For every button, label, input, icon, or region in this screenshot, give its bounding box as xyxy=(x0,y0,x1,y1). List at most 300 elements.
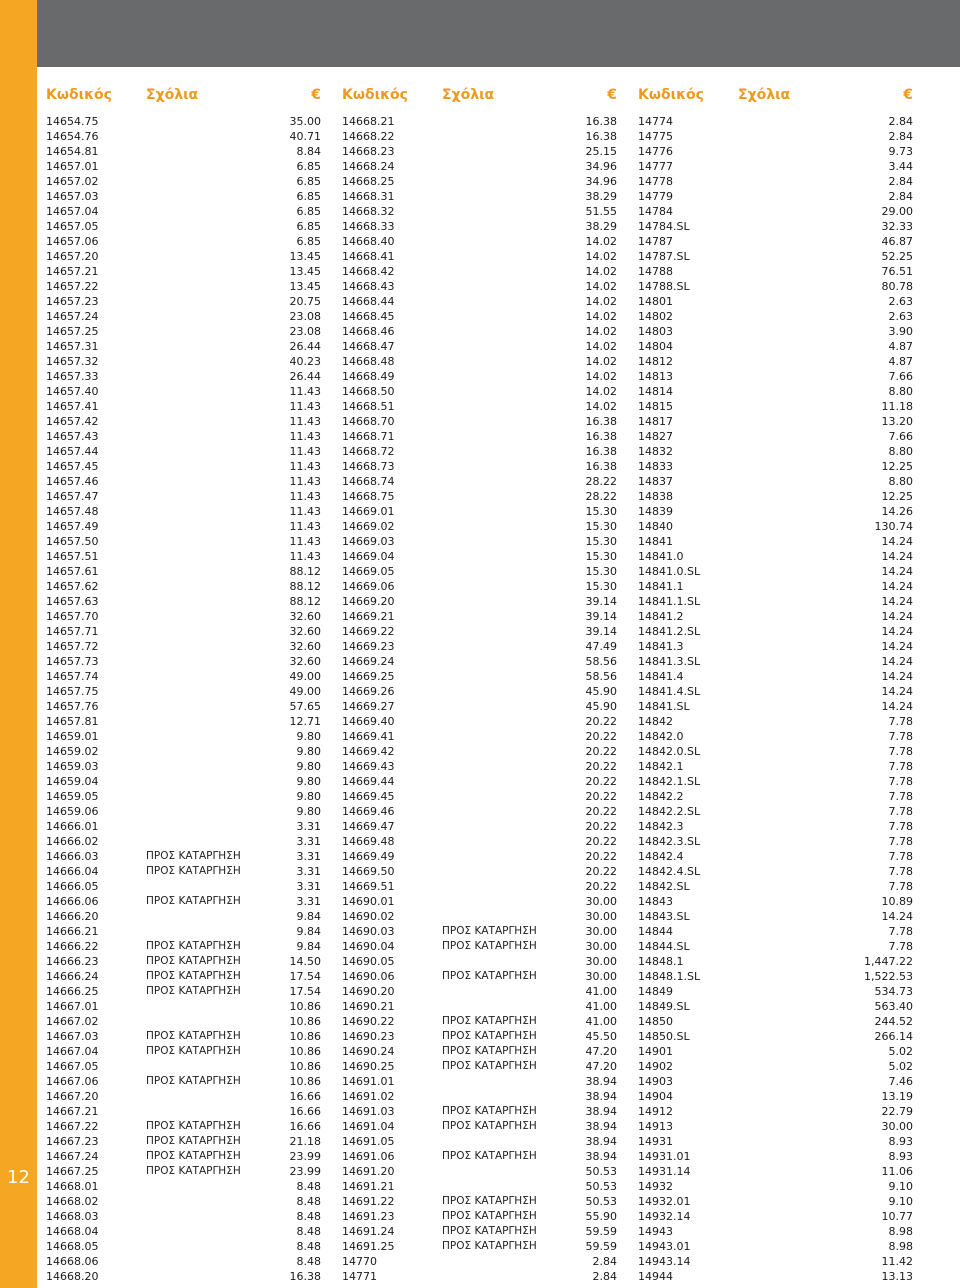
row-price: 6.85 xyxy=(296,160,321,173)
row-price: 30.00 xyxy=(585,895,617,908)
row-notes xyxy=(442,579,557,594)
row-notes xyxy=(146,564,261,579)
row-code: 14690.23 xyxy=(342,1030,395,1043)
row-code: 14657.47 xyxy=(46,490,99,503)
row-notes xyxy=(146,249,261,264)
table-row xyxy=(638,354,913,369)
row-price: 11.43 xyxy=(289,550,321,563)
row-code: 14690.21 xyxy=(342,1000,395,1013)
row-price: 32.33 xyxy=(881,220,913,233)
table-row xyxy=(342,474,617,489)
row-notes: ΠΡΟΣ ΚΑΤΑΡΓΗΣΗ xyxy=(146,1135,241,1147)
table-row xyxy=(638,1014,913,1029)
table-row xyxy=(46,714,321,729)
table-row xyxy=(638,624,913,639)
row-price: 3.90 xyxy=(888,325,913,338)
row-price: 38.94 xyxy=(585,1120,617,1133)
row-notes xyxy=(146,909,261,924)
row-notes xyxy=(738,384,853,399)
row-notes xyxy=(146,414,261,429)
row-code: 14913 xyxy=(638,1120,673,1133)
row-code: 14827 xyxy=(638,430,673,443)
row-code: 14657.73 xyxy=(46,655,99,668)
row-price: 14.02 xyxy=(585,295,617,308)
table-row xyxy=(342,669,617,684)
row-price: 38.94 xyxy=(585,1075,617,1088)
row-code: 14841.3 xyxy=(638,640,684,653)
row-code: 14904 xyxy=(638,1090,673,1103)
row-notes xyxy=(442,774,557,789)
row-notes: ΠΡΟΣ ΚΑΤΑΡΓΗΣΗ xyxy=(442,1045,537,1057)
table-row xyxy=(342,1254,617,1269)
table-row xyxy=(638,999,913,1014)
row-code: 14657.33 xyxy=(46,370,99,383)
table-row xyxy=(46,864,321,879)
row-price: 11.43 xyxy=(289,385,321,398)
row-price: 35.00 xyxy=(289,115,321,128)
table-row xyxy=(638,729,913,744)
price-rows xyxy=(638,114,913,1284)
table-row xyxy=(46,1194,321,1209)
row-price: 3.44 xyxy=(888,160,913,173)
table-row xyxy=(638,759,913,774)
row-notes xyxy=(442,384,557,399)
table-row xyxy=(46,1179,321,1194)
row-code: 14691.05 xyxy=(342,1135,395,1148)
row-price: 20.22 xyxy=(585,790,617,803)
row-code: 14668.48 xyxy=(342,355,395,368)
row-price: 7.78 xyxy=(888,850,913,863)
row-price: 14.02 xyxy=(585,370,617,383)
row-price: 14.24 xyxy=(881,685,913,698)
row-notes xyxy=(738,984,853,999)
row-notes xyxy=(738,909,853,924)
table-row xyxy=(638,414,913,429)
row-notes xyxy=(146,999,261,1014)
row-price: 40.23 xyxy=(289,355,321,368)
table-row xyxy=(638,894,913,909)
row-price: 563.40 xyxy=(874,1000,913,1013)
row-notes xyxy=(146,399,261,414)
table-row xyxy=(342,534,617,549)
row-price: 15.30 xyxy=(585,580,617,593)
row-notes xyxy=(738,279,853,294)
row-code: 14943.01 xyxy=(638,1240,691,1253)
row-code: 14657.32 xyxy=(46,355,99,368)
row-code: 14668.42 xyxy=(342,265,395,278)
row-notes xyxy=(442,234,557,249)
table-row xyxy=(638,234,913,249)
row-price: 8.98 xyxy=(888,1225,913,1238)
row-price: 38.29 xyxy=(585,190,617,203)
row-code: 14842.2 xyxy=(638,790,684,803)
table-row xyxy=(46,804,321,819)
table-row xyxy=(46,189,321,204)
row-price: 30.00 xyxy=(881,1120,913,1133)
row-notes: ΠΡΟΣ ΚΑΤΑΡΓΗΣΗ xyxy=(442,970,537,982)
table-row xyxy=(342,639,617,654)
row-notes: ΠΡΟΣ ΚΑΤΑΡΓΗΣΗ xyxy=(146,865,241,877)
table-row xyxy=(46,969,321,984)
row-price: 11.43 xyxy=(289,460,321,473)
row-notes xyxy=(146,279,261,294)
row-price: 40.71 xyxy=(289,130,321,143)
row-code: 14691.03 xyxy=(342,1105,395,1118)
row-price: 10.86 xyxy=(289,1045,321,1058)
row-price: 11.18 xyxy=(881,400,913,413)
table-row xyxy=(638,534,913,549)
row-notes xyxy=(738,864,853,879)
row-code: 14659.05 xyxy=(46,790,99,803)
row-notes xyxy=(442,144,557,159)
row-notes xyxy=(442,954,557,969)
row-price: 20.22 xyxy=(585,880,617,893)
row-code: 14931.14 xyxy=(638,1165,691,1178)
row-price: 14.24 xyxy=(881,625,913,638)
table-row xyxy=(46,1164,321,1179)
row-price: 20.22 xyxy=(585,835,617,848)
row-notes xyxy=(738,294,853,309)
table-row xyxy=(46,669,321,684)
table-row xyxy=(46,609,321,624)
row-price: 7.78 xyxy=(888,940,913,953)
row-notes xyxy=(738,699,853,714)
table-row xyxy=(46,954,321,969)
row-notes xyxy=(738,204,853,219)
table-row xyxy=(342,489,617,504)
table-row xyxy=(46,654,321,669)
table-row xyxy=(342,939,617,954)
row-price: 534.73 xyxy=(874,985,913,998)
row-code: 14657.71 xyxy=(46,625,99,638)
row-price: 8.48 xyxy=(296,1240,321,1253)
row-code: 14842.4.SL xyxy=(638,865,701,878)
row-notes xyxy=(442,549,557,564)
row-code: 14690.02 xyxy=(342,910,395,923)
table-row xyxy=(638,789,913,804)
row-notes xyxy=(146,804,261,819)
row-price: 9.10 xyxy=(888,1195,913,1208)
row-notes: ΠΡΟΣ ΚΑΤΑΡΓΗΣΗ xyxy=(442,1060,537,1072)
row-price: 16.66 xyxy=(289,1105,321,1118)
row-code: 14943.14 xyxy=(638,1255,691,1268)
row-code: 14657.03 xyxy=(46,190,99,203)
row-price: 21.18 xyxy=(289,1135,321,1148)
table-row xyxy=(638,1074,913,1089)
row-code: 14668.20 xyxy=(46,1270,99,1283)
row-code: 14659.02 xyxy=(46,745,99,758)
row-notes xyxy=(442,1089,557,1104)
row-notes: ΠΡΟΣ ΚΑΤΑΡΓΗΣΗ xyxy=(442,1225,537,1237)
row-price: 6.85 xyxy=(296,175,321,188)
table-row xyxy=(342,1209,617,1224)
row-price: 9.80 xyxy=(296,805,321,818)
row-code: 14668.73 xyxy=(342,460,395,473)
row-code: 14667.01 xyxy=(46,1000,99,1013)
row-code: 14669.21 xyxy=(342,610,395,623)
row-notes xyxy=(442,399,557,414)
row-code: 14669.02 xyxy=(342,520,395,533)
row-price: 8.48 xyxy=(296,1225,321,1238)
row-code: 14657.46 xyxy=(46,475,99,488)
row-price: 30.00 xyxy=(585,955,617,968)
row-notes xyxy=(146,519,261,534)
table-row xyxy=(46,294,321,309)
row-notes xyxy=(146,474,261,489)
table-row xyxy=(342,924,617,939)
row-notes xyxy=(738,939,853,954)
row-price: 5.02 xyxy=(888,1060,913,1073)
row-code: 14912 xyxy=(638,1105,673,1118)
table-row xyxy=(638,714,913,729)
row-price: 8.93 xyxy=(888,1135,913,1148)
row-notes xyxy=(738,609,853,624)
table-row xyxy=(46,1089,321,1104)
row-notes: ΠΡΟΣ ΚΑΤΑΡΓΗΣΗ xyxy=(442,940,537,952)
row-notes xyxy=(146,1059,261,1074)
table-row xyxy=(342,744,617,759)
row-price: 88.12 xyxy=(289,580,321,593)
row-code: 14841 xyxy=(638,535,673,548)
row-price: 9.84 xyxy=(296,925,321,938)
row-notes xyxy=(146,549,261,564)
row-price: 15.30 xyxy=(585,565,617,578)
row-notes xyxy=(146,879,261,894)
row-price: 130.74 xyxy=(874,520,913,533)
row-price: 76.51 xyxy=(881,265,913,278)
row-notes xyxy=(146,774,261,789)
table-row xyxy=(638,1254,913,1269)
table-row xyxy=(342,549,617,564)
row-price: 8.48 xyxy=(296,1195,321,1208)
row-price: 15.30 xyxy=(585,520,617,533)
row-code: 14668.25 xyxy=(342,175,395,188)
row-price: 9.84 xyxy=(296,910,321,923)
row-price: 266.14 xyxy=(874,1030,913,1043)
row-notes xyxy=(146,189,261,204)
row-code: 14668.51 xyxy=(342,400,395,413)
row-notes xyxy=(146,309,261,324)
row-price: 22.79 xyxy=(881,1105,913,1118)
row-code: 14849 xyxy=(638,985,673,998)
row-code: 14770 xyxy=(342,1255,377,1268)
table-row xyxy=(638,144,913,159)
row-code: 14690.22 xyxy=(342,1015,395,1028)
row-code: 14667.20 xyxy=(46,1090,99,1103)
row-price: 11.43 xyxy=(289,505,321,518)
row-notes xyxy=(442,999,557,1014)
row-price: 17.54 xyxy=(289,970,321,983)
row-code: 14657.21 xyxy=(46,265,99,278)
row-code: 14691.20 xyxy=(342,1165,395,1178)
row-notes xyxy=(738,729,853,744)
row-price: 12.71 xyxy=(289,715,321,728)
row-notes xyxy=(738,714,853,729)
row-notes xyxy=(146,264,261,279)
row-notes xyxy=(146,579,261,594)
table-row xyxy=(638,864,913,879)
row-notes xyxy=(146,489,261,504)
row-code: 14842.1.SL xyxy=(638,775,701,788)
row-notes xyxy=(738,1179,853,1194)
row-notes: ΠΡΟΣ ΚΑΤΑΡΓΗΣΗ xyxy=(146,850,241,862)
row-notes xyxy=(442,804,557,819)
row-code: 14842.4 xyxy=(638,850,684,863)
row-price: 14.02 xyxy=(585,340,617,353)
row-price: 20.75 xyxy=(289,295,321,308)
row-price: 11.43 xyxy=(289,490,321,503)
row-price: 14.02 xyxy=(585,310,617,323)
table-row xyxy=(46,114,321,129)
row-code: 14837 xyxy=(638,475,673,488)
row-notes xyxy=(146,669,261,684)
row-notes: ΠΡΟΣ ΚΑΤΑΡΓΗΣΗ xyxy=(442,1030,537,1042)
row-price: 38.94 xyxy=(585,1150,617,1163)
row-code: 14667.21 xyxy=(46,1105,99,1118)
row-price: 2.84 xyxy=(888,190,913,203)
row-price: 32.60 xyxy=(289,625,321,638)
row-code: 14669.41 xyxy=(342,730,395,743)
table-row xyxy=(46,264,321,279)
table-row xyxy=(342,564,617,579)
row-code: 14788.SL xyxy=(638,280,690,293)
row-price: 9.73 xyxy=(888,145,913,158)
table-row xyxy=(46,144,321,159)
row-notes xyxy=(442,1074,557,1089)
row-notes xyxy=(146,174,261,189)
row-notes xyxy=(442,819,557,834)
row-notes xyxy=(738,549,853,564)
row-notes xyxy=(738,999,853,1014)
row-price: 10.86 xyxy=(289,1000,321,1013)
row-notes xyxy=(738,894,853,909)
header-price: € xyxy=(311,87,321,103)
row-price: 45.90 xyxy=(585,700,617,713)
table-row xyxy=(342,1014,617,1029)
row-code: 14801 xyxy=(638,295,673,308)
row-price: 14.24 xyxy=(881,700,913,713)
row-price: 2.84 xyxy=(888,175,913,188)
row-notes xyxy=(146,699,261,714)
table-row xyxy=(46,444,321,459)
row-code: 14669.44 xyxy=(342,775,395,788)
row-notes xyxy=(738,504,853,519)
row-price: 25.15 xyxy=(585,145,617,158)
row-notes xyxy=(442,414,557,429)
row-code: 14668.50 xyxy=(342,385,395,398)
row-price: 14.24 xyxy=(881,655,913,668)
row-price: 39.14 xyxy=(585,610,617,623)
row-price: 16.66 xyxy=(289,1090,321,1103)
table-row xyxy=(638,219,913,234)
table-row xyxy=(342,309,617,324)
row-price: 57.65 xyxy=(289,700,321,713)
row-notes: ΠΡΟΣ ΚΑΤΑΡΓΗΣΗ xyxy=(146,1030,241,1042)
row-price: 7.66 xyxy=(888,370,913,383)
row-price: 58.56 xyxy=(585,655,617,668)
row-price: 9.10 xyxy=(888,1180,913,1193)
row-code: 14659.06 xyxy=(46,805,99,818)
row-notes xyxy=(442,519,557,534)
row-code: 14657.04 xyxy=(46,205,99,218)
row-code: 14775 xyxy=(638,130,673,143)
table-row xyxy=(638,189,913,204)
row-code: 14666.20 xyxy=(46,910,99,923)
table-row xyxy=(46,1044,321,1059)
row-notes xyxy=(738,969,853,984)
row-price: 32.60 xyxy=(289,655,321,668)
row-code: 14944 xyxy=(638,1270,673,1283)
row-code: 14842.3.SL xyxy=(638,835,701,848)
row-code: 14668.45 xyxy=(342,310,395,323)
header-notes: Σχόλια xyxy=(146,87,199,103)
row-code: 14931 xyxy=(638,1135,673,1148)
row-code: 14659.03 xyxy=(46,760,99,773)
table-row xyxy=(638,249,913,264)
row-price: 7.78 xyxy=(888,760,913,773)
row-price: 59.59 xyxy=(585,1240,617,1253)
row-code: 14691.22 xyxy=(342,1195,395,1208)
row-notes xyxy=(738,399,853,414)
row-price: 38.29 xyxy=(585,220,617,233)
table-row xyxy=(46,684,321,699)
row-price: 38.94 xyxy=(585,1090,617,1103)
row-price: 20.22 xyxy=(585,760,617,773)
row-code: 14657.45 xyxy=(46,460,99,473)
row-code: 14842.SL xyxy=(638,880,690,893)
row-price: 38.94 xyxy=(585,1135,617,1148)
row-code: 14690.05 xyxy=(342,955,395,968)
table-row xyxy=(638,594,913,609)
table-row xyxy=(342,804,617,819)
row-notes xyxy=(146,714,261,729)
row-code: 14669.50 xyxy=(342,865,395,878)
row-price: 13.20 xyxy=(881,415,913,428)
row-notes xyxy=(442,984,557,999)
row-price: 23.99 xyxy=(289,1150,321,1163)
row-price: 13.45 xyxy=(289,250,321,263)
row-notes: ΠΡΟΣ ΚΑΤΑΡΓΗΣΗ xyxy=(442,1120,537,1132)
row-price: 47.49 xyxy=(585,640,617,653)
row-code: 14657.70 xyxy=(46,610,99,623)
table-row xyxy=(638,549,913,564)
table-row xyxy=(46,174,321,189)
row-code: 14787.SL xyxy=(638,250,690,263)
row-price: 23.99 xyxy=(289,1165,321,1178)
row-code: 14657.01 xyxy=(46,160,99,173)
table-row xyxy=(638,519,913,534)
row-notes xyxy=(738,1164,853,1179)
row-code: 14657.20 xyxy=(46,250,99,263)
row-price: 30.00 xyxy=(585,940,617,953)
row-code: 14668.47 xyxy=(342,340,395,353)
row-code: 14844 xyxy=(638,925,673,938)
table-row xyxy=(342,114,617,129)
table-row xyxy=(46,999,321,1014)
row-code: 14784 xyxy=(638,205,673,218)
row-notes xyxy=(738,1224,853,1239)
table-row xyxy=(342,1044,617,1059)
row-code: 14666.23 xyxy=(46,955,99,968)
row-code: 14691.04 xyxy=(342,1120,395,1133)
table-row xyxy=(638,699,913,714)
row-price: 8.80 xyxy=(888,385,913,398)
table-row xyxy=(46,474,321,489)
table-row xyxy=(342,579,617,594)
table-row xyxy=(342,594,617,609)
row-code: 14668.23 xyxy=(342,145,395,158)
row-notes xyxy=(738,789,853,804)
